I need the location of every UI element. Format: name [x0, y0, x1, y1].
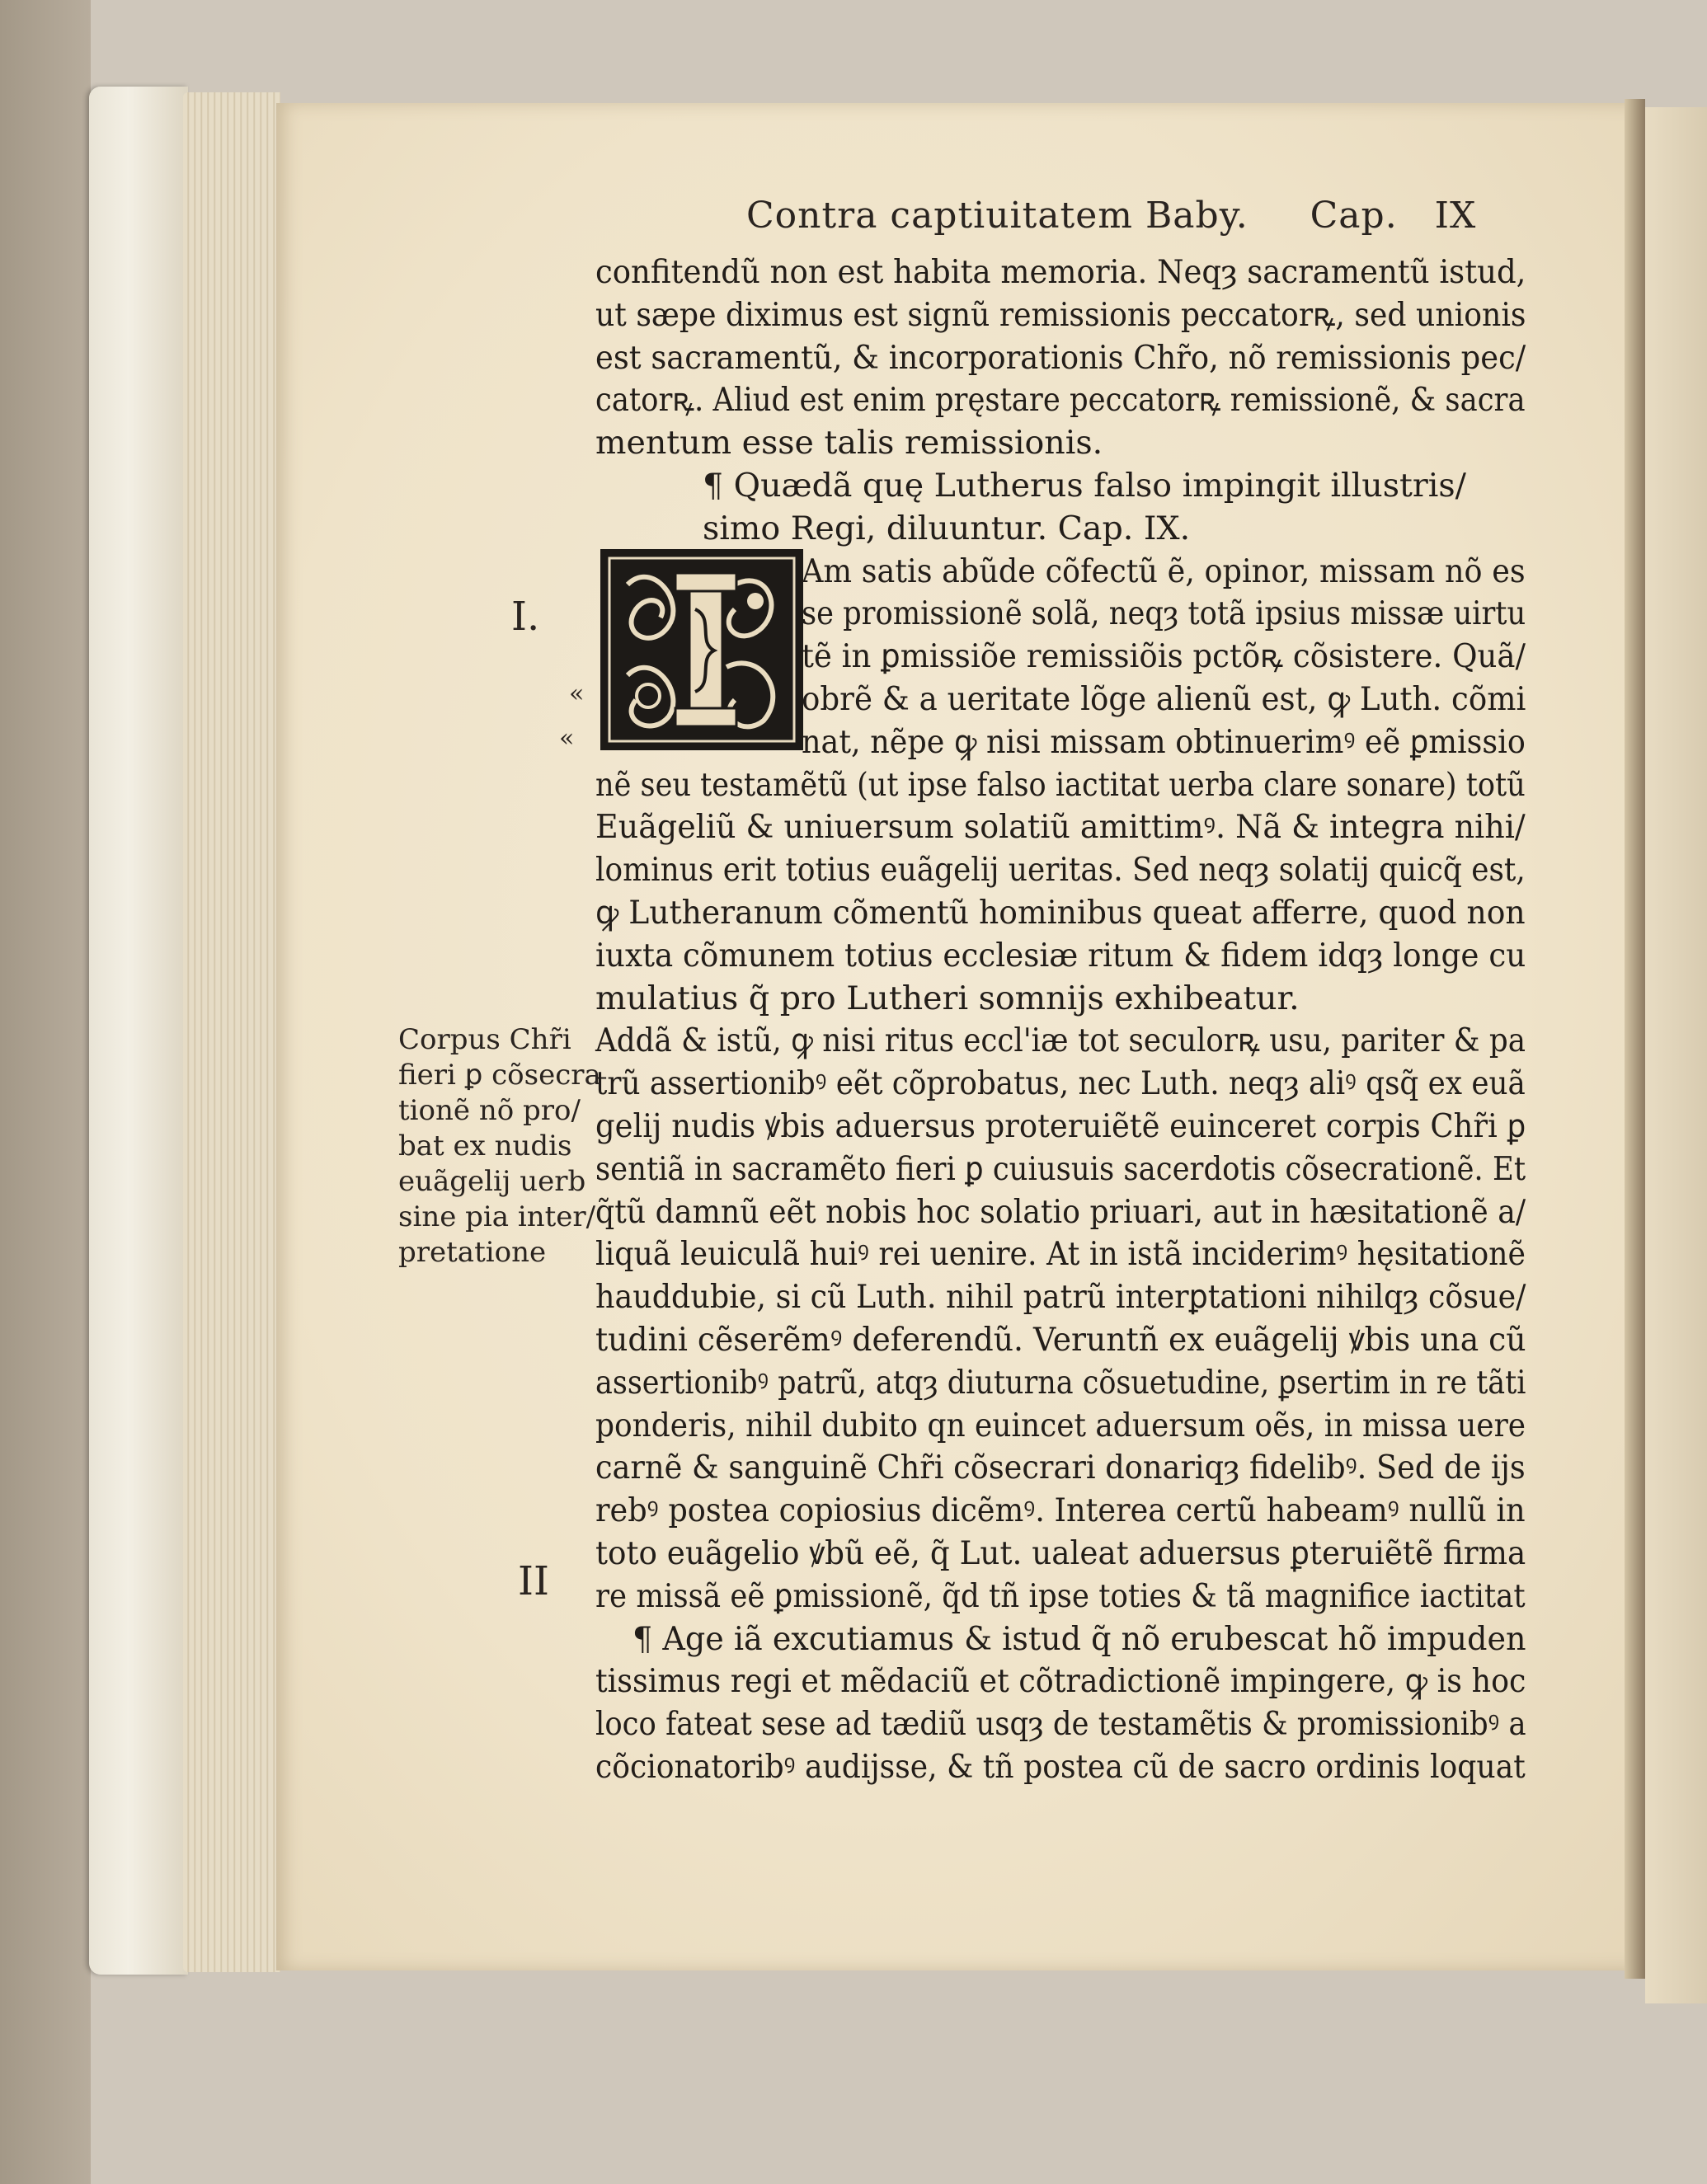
text-line: liquã leuiculã huiꝰ rei uenire. At in istã inciderimꝰ hęsitationẽ — [595, 1235, 1526, 1274]
running-head: Contra captiuitatem Baby. Cap. IX — [746, 195, 1477, 237]
book-cover-edge — [89, 87, 188, 1975]
text-line: tudini cẽserẽmꝰ deferendũ. Veruntñ ex euãgelij ꝟbis una cũ — [595, 1320, 1526, 1359]
margin-quote-mark: « — [569, 679, 585, 708]
text-line: iuxta cõmunem totius ecclesiæ ritum & fidem idqȝ longe cu — [595, 936, 1526, 975]
text-line: assertionibꝰ patrũ, atqȝ diuturna cõsuetudine, ꝑsertim in re tãti — [595, 1363, 1526, 1402]
facing-page-edge — [1645, 107, 1707, 2003]
text-line: gelij nudis ꝟbis aduersus proteruiẽtẽ euinceret corpis Chr̃i ꝑ — [595, 1106, 1526, 1145]
text-line: q̃tũ damnũ eẽt nobis hoc solatio priuari, aut in hæsitationẽ a/ — [595, 1192, 1526, 1231]
text-line: ¶ Age iã excutiamus & istud q̃ nõ erubescat hõ impuden — [632, 1619, 1526, 1658]
margin-note-line: tionẽ nõ pro/ — [398, 1094, 581, 1127]
text-line: trũ assertionibꝰ eẽt cõprobatus, nec Luth. neqȝ aliꝰ qsq̃ ex euã — [595, 1064, 1526, 1103]
margin-note-line: sine pia inter/ — [398, 1200, 596, 1233]
text-line: rebꝰ postea copiosius dicẽmꝰ. Interea certũ habeamꝰ nullũ in — [595, 1491, 1526, 1530]
text-line: se promissionẽ solã, neqȝ totã ipsius missæ uirtu — [802, 594, 1526, 633]
text-line: toto euãgelio ꝟbũ eẽ, q̃ Lut. ualeat aduersus ꝑteruiẽtẽ firma — [595, 1533, 1526, 1572]
margin-note-line: Corpus Chr̃i — [398, 1023, 571, 1056]
text-line: ꝙ Lutheranum cõmentũ hominibus queat afferre, quod non — [595, 893, 1526, 932]
margin-quote-mark: « — [559, 724, 575, 753]
text-line: tẽ in ꝑmissiõe remissiõis pctõꝶ cõsistere. Quã/ — [802, 637, 1526, 676]
book-gutter — [1625, 99, 1645, 1979]
text-line: est sacramentũ, & incorporationis Chr̃o, nõ remissionis pec/ — [595, 338, 1526, 377]
margin-note-line: bat ex nudis — [398, 1130, 572, 1162]
text-line: cõcionatoribꝰ audijsse, & tñ postea cũ de sacro ordinis loquat — [595, 1747, 1526, 1786]
main-text-block — [595, 251, 1526, 1789]
text-line: Addã & istũ, ꝙ nisi ritus eccl'iæ tot seculorꝶ usu, pariter & pa — [595, 1022, 1526, 1060]
text-line: nat, nẽpe ꝙ nisi missam obtinuerimꝰ eẽ ꝑmissio — [802, 722, 1526, 761]
text-line: re missã eẽ ꝑmissionẽ, q̃d tñ ipse toties & tã magnifice iactitat — [595, 1576, 1526, 1615]
text-line: confitendũ non est habita memoria. Neqȝ sacramentũ istud, — [595, 253, 1526, 291]
text-line: loco fateat sese ad tædiũ usqȝ de testamẽtis & promissionibꝰ a — [595, 1705, 1526, 1744]
margin-marker-one: I. — [511, 594, 540, 640]
chapter-heading: simo Regi, diluuntur. Cap. IX. — [703, 509, 1191, 547]
text-line: mulatius q̃ pro Lutheri somnijs exhibeatur. — [595, 979, 1300, 1017]
margin-note-line: pretatione — [398, 1236, 547, 1269]
text-line: carnẽ & sanguinẽ Chr̃i cõsecrari donariqȝ fidelibꝰ. Sed de ijs — [595, 1449, 1526, 1487]
chapter-heading: ¶ Quædã quę Lutherus falso impingit illustris/ — [703, 466, 1466, 505]
text-line: obrẽ & a ueritate lõge alienũ est, ꝙ Luth. cõmi — [802, 679, 1526, 718]
text-line: Euãgeliũ & uniuersum solatiũ amittimꝰ. Nã & integra nihi/ — [595, 808, 1526, 847]
text-line: nẽ seu testamẽtũ (ut ipse falso iactitat uerba clare sonare) totũ — [595, 765, 1526, 804]
margin-note-line: fieri ꝑ cõsecra — [398, 1059, 601, 1092]
text-line: tissimus regi et mẽdaciũ et cõtradictionẽ impingere, ꝙ is hoc — [595, 1662, 1526, 1701]
text-line: lominus erit totius euãgelij ueritas. Sed neqȝ solatij quicq̃ est, — [595, 851, 1526, 890]
text-line: Am satis abũde cõfectũ ẽ, opinor, missam nõ es — [802, 552, 1526, 590]
text-line: ponderis, nihil dubito qn euincet aduersum oẽs, in missa uere — [595, 1406, 1526, 1444]
page-stack-edges — [183, 92, 280, 1972]
text-line: mentum esse talis remissionis. — [595, 424, 1103, 463]
text-line: sentiã in sacramẽto fieri ꝑ cuiusuis sacerdotis cõsecrationẽ. Et — [595, 1149, 1526, 1188]
background-left — [0, 0, 91, 2184]
margin-marker-two: II — [518, 1558, 549, 1604]
text-line: hauddubie, si cũ Luth. nihil patrũ interꝑtationi nihilqȝ cõsue/ — [595, 1278, 1526, 1317]
margin-note-line: euãgelij uerb — [398, 1165, 586, 1198]
text-line: catorꝶ. Aliud est enim pręstare peccatorꝶ remissionẽ, & sacra — [595, 381, 1526, 420]
margin-note — [398, 1022, 601, 1270]
text-line: ut sæpe diximus est signũ remissionis peccatorꝶ, sed unionis — [595, 295, 1526, 334]
